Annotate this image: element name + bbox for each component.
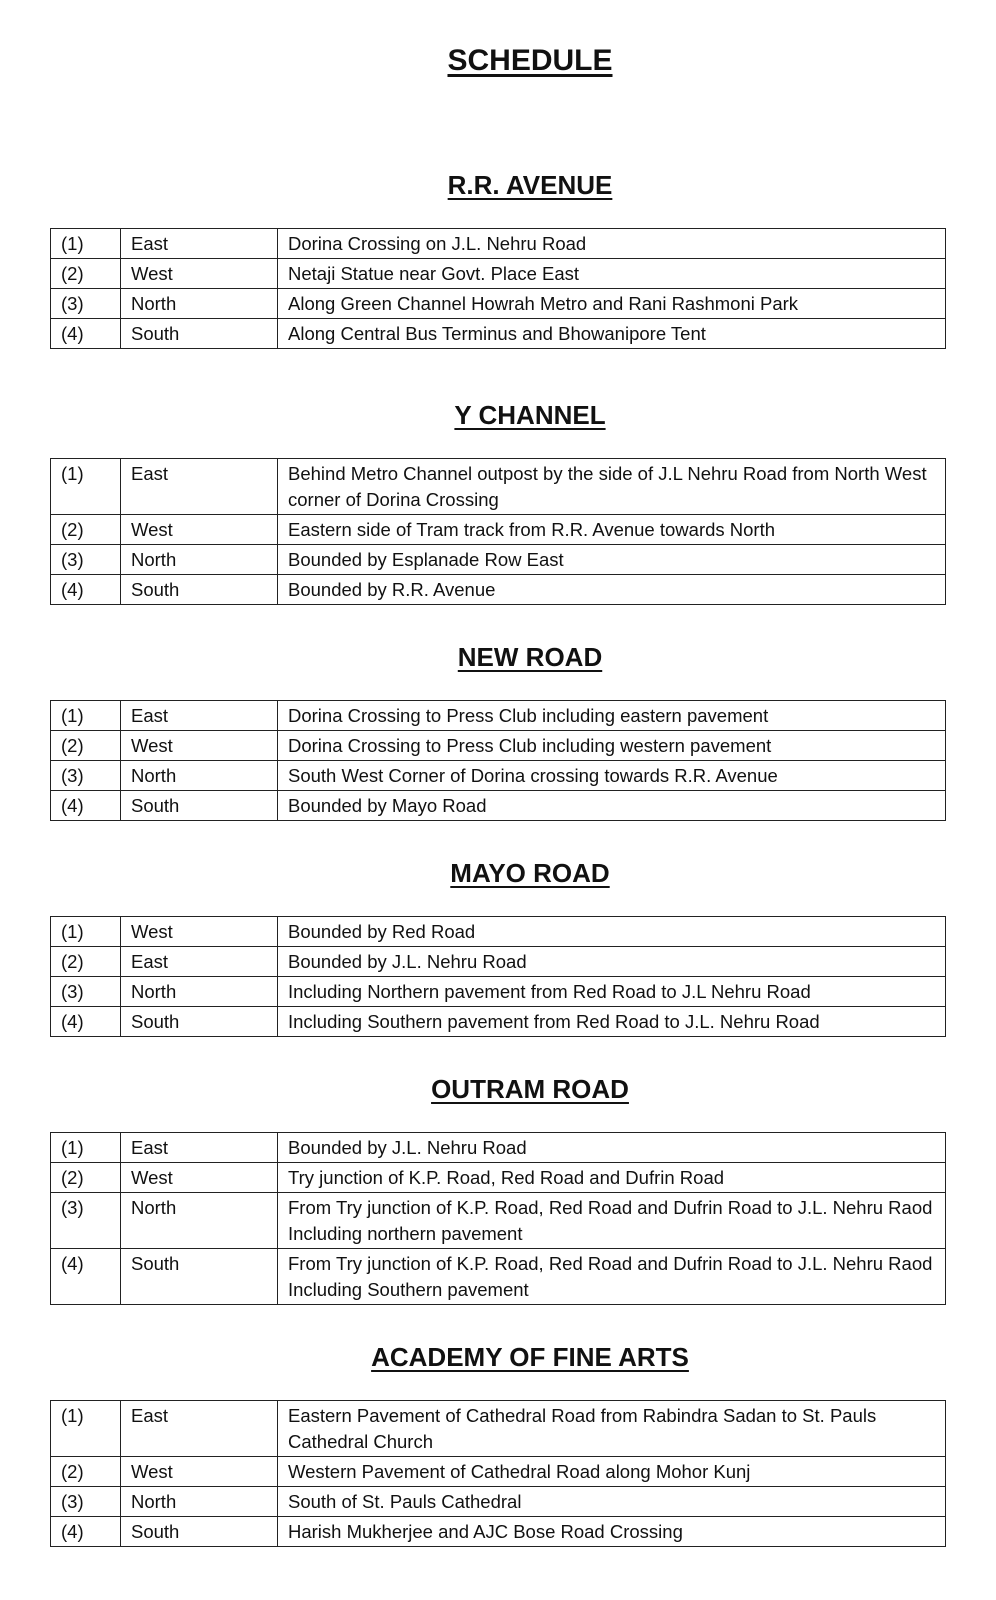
row-number: (2) [51,947,121,977]
row-direction: South [121,1249,278,1305]
row-description: Including Northern pavement from Red Road to J.L Nehru Road [278,977,946,1007]
row-number: (1) [51,229,121,259]
table-row [51,289,946,319]
row-direction: East [121,1133,278,1163]
row-description: Dorina Crossing to Press Club including eastern pavement [278,701,946,731]
row-description: Including Southern pavement from Red Road to J.L. Nehru Road [278,1007,946,1037]
row-number: (4) [51,1007,121,1037]
row-number: (4) [51,319,121,349]
table-row [51,1163,946,1193]
row-number: (1) [51,459,121,515]
row-description: From Try junction of K.P. Road, Red Road and Dufrin Road to J.L. Nehru Raod Including northern pavement [278,1193,946,1249]
table-row [51,459,946,515]
table-row [51,1133,946,1163]
table-row [51,917,946,947]
row-description: Bounded by Esplanade Row East [278,545,946,575]
row-direction: South [121,575,278,605]
row-description: Bounded by J.L. Nehru Road [278,1133,946,1163]
table-row [51,545,946,575]
row-description: Try junction of K.P. Road, Red Road and Dufrin Road [278,1163,946,1193]
row-direction: North [121,977,278,1007]
row-direction: East [121,1401,278,1457]
table-row [51,1193,946,1249]
row-number: (4) [51,575,121,605]
row-description: Eastern Pavement of Cathedral Road from Rabindra Sadan to St. Pauls Cathedral Church [278,1401,946,1457]
row-number: (2) [51,1163,121,1193]
table-row [51,761,946,791]
table-row [51,575,946,605]
row-direction: East [121,701,278,731]
row-direction: West [121,259,278,289]
row-description: Behind Metro Channel outpost by the side of J.L Nehru Road from North West corner of Dorina Crossing [278,459,946,515]
row-direction: West [121,1457,278,1487]
schedule-table-outram-road [50,1132,946,1305]
row-direction: North [121,289,278,319]
row-description: Bounded by J.L. Nehru Road [278,947,946,977]
row-direction: North [121,545,278,575]
section-heading-rr-avenue: R.R. AVENUE [447,170,613,200]
row-direction: South [121,791,278,821]
row-description: South West Corner of Dorina crossing towards R.R. Avenue [278,761,946,791]
row-number: (3) [51,545,121,575]
row-description: From Try junction of K.P. Road, Red Road and Dufrin Road to J.L. Nehru Raod Including Southern pavement [278,1249,946,1305]
table-row [51,1401,946,1457]
row-number: (2) [51,731,121,761]
row-description: Along Green Channel Howrah Metro and Rani Rashmoni Park [278,289,946,319]
row-description: Bounded by Red Road [278,917,946,947]
row-number: (4) [51,791,121,821]
row-number: (1) [51,1401,121,1457]
schedule-table-y-channel [50,458,946,605]
schedule-table-rr-avenue [50,228,946,349]
table-row [51,229,946,259]
row-number: (1) [51,701,121,731]
row-direction: East [121,459,278,515]
table-row [51,977,946,1007]
table-row [51,791,946,821]
row-direction: North [121,1193,278,1249]
section-heading-y-channel: Y CHANNEL [454,400,606,430]
row-description: Dorina Crossing to Press Club including western pavement [278,731,946,761]
section-heading-new-road: NEW ROAD [457,642,603,672]
row-number: (3) [51,761,121,791]
row-direction: West [121,1163,278,1193]
row-number: (1) [51,917,121,947]
table-row [51,1517,946,1547]
row-direction: West [121,515,278,545]
table-row [51,319,946,349]
table-row [51,1487,946,1517]
row-direction: South [121,1007,278,1037]
section-heading-outram-road: OUTRAM ROAD [431,1074,629,1104]
row-direction: North [121,1487,278,1517]
row-number: (4) [51,1249,121,1305]
table-row [51,1007,946,1037]
section-heading-academy-of-fine-arts: ACADEMY OF FINE ARTS [371,1342,689,1372]
schedule-table-new-road [50,700,946,821]
row-number: (1) [51,1133,121,1163]
table-row [51,731,946,761]
table-row [51,947,946,977]
row-description: Dorina Crossing on J.L. Nehru Road [278,229,946,259]
row-number: (3) [51,977,121,1007]
schedule-table-academy-of-fine-arts [50,1400,946,1547]
row-description: Along Central Bus Terminus and Bhowanipore Tent [278,319,946,349]
row-description: Bounded by R.R. Avenue [278,575,946,605]
row-number: (2) [51,1457,121,1487]
table-row [51,515,946,545]
row-number: (3) [51,289,121,319]
row-direction: North [121,761,278,791]
table-row [51,259,946,289]
row-description: South of St. Pauls Cathedral [278,1487,946,1517]
table-row [51,1249,946,1305]
row-number: (4) [51,1517,121,1547]
row-direction: South [121,319,278,349]
row-description: Bounded by Mayo Road [278,791,946,821]
row-direction: East [121,229,278,259]
schedule-table-mayo-road [50,916,946,1037]
row-description: Western Pavement of Cathedral Road along Mohor Kunj [278,1457,946,1487]
row-description: Netaji Statue near Govt. Place East [278,259,946,289]
row-number: (2) [51,515,121,545]
table-row [51,1457,946,1487]
row-description: Harish Mukherjee and AJC Bose Road Crossing [278,1517,946,1547]
row-number: (3) [51,1193,121,1249]
table-row [51,701,946,731]
row-number: (3) [51,1487,121,1517]
row-number: (2) [51,259,121,289]
section-heading-mayo-road: MAYO ROAD [450,858,610,888]
row-description: Eastern side of Tram track from R.R. Avenue towards North [278,515,946,545]
row-direction: West [121,731,278,761]
row-direction: West [121,917,278,947]
page-title: SCHEDULE [447,44,613,77]
row-direction: East [121,947,278,977]
row-direction: South [121,1517,278,1547]
